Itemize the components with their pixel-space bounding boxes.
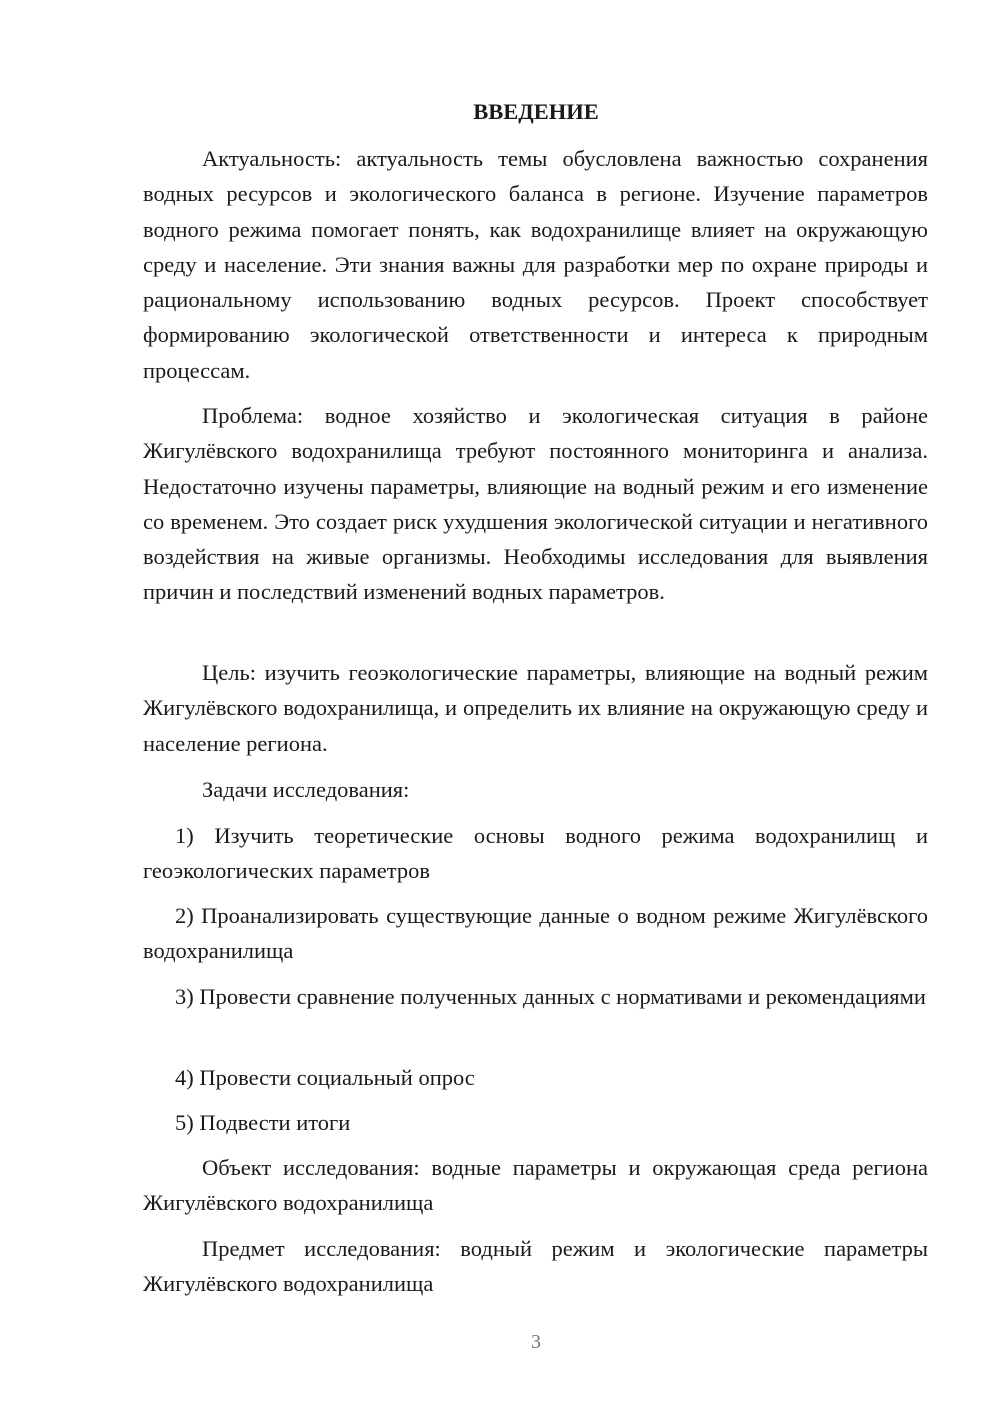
task-item-3: 3) Провести сравнение полученных данных с нормативами и рекомендациями [175, 984, 926, 1009]
page-title: ВВЕДЕНИЕ [473, 99, 599, 124]
task-item-4: 4) Провести социальный опрос [175, 1065, 475, 1090]
paragraph-relevance: Актуальность: актуальность темы обусловлена важностью сохранения водных ресурсов и экологического баланса в регионе. Изучение параметров водного режима помогает понять, как водохранилище влияет на окружающую среду и население. Эти знания важны для разработки мер по охране природы и рациональному использованию водных ресурсов. Проект способствует формированию экологической ответственности и интереса к природным процессам. [143, 146, 928, 383]
page-number: 3 [531, 1331, 541, 1353]
tasks-heading: Задачи исследования: [202, 777, 410, 802]
task-item-1: 1) Изучить теоретические основы водного режима водохранилищ и геоэкологических параметров [143, 823, 928, 884]
paragraph-problem: Проблема: водное хозяйство и экологическая ситуация в районе Жигулёвского водохранилища требуют постоянного мониторинга и анализа. Недостаточно изучены параметры, влияющие на водный режим и его изменение со временем. Это создает риск ухудшения экологической ситуации и негативного воздействия на живые организмы. Необходимы исследования для выявления причин и последствий изменений водных параметров. [143, 403, 928, 605]
task-item-5: 5) Подвести итоги [175, 1110, 351, 1135]
paragraph-object: Объект исследования: водные параметры и окружающая среда региона Жигулёвского водохранилища [143, 1155, 928, 1216]
paragraph-subject: Предмет исследования: водный режим и экологические параметры Жигулёвского водохранилища [143, 1236, 928, 1297]
task-item-2: 2) Проанализировать существующие данные о водном режиме Жигулёвского водохранилища [143, 903, 928, 964]
paragraph-goal: Цель: изучить геоэкологические параметры, влияющие на водный режим Жигулёвского водохранилища, и определить их влияние на окружающую среду и население региона. [143, 660, 928, 756]
